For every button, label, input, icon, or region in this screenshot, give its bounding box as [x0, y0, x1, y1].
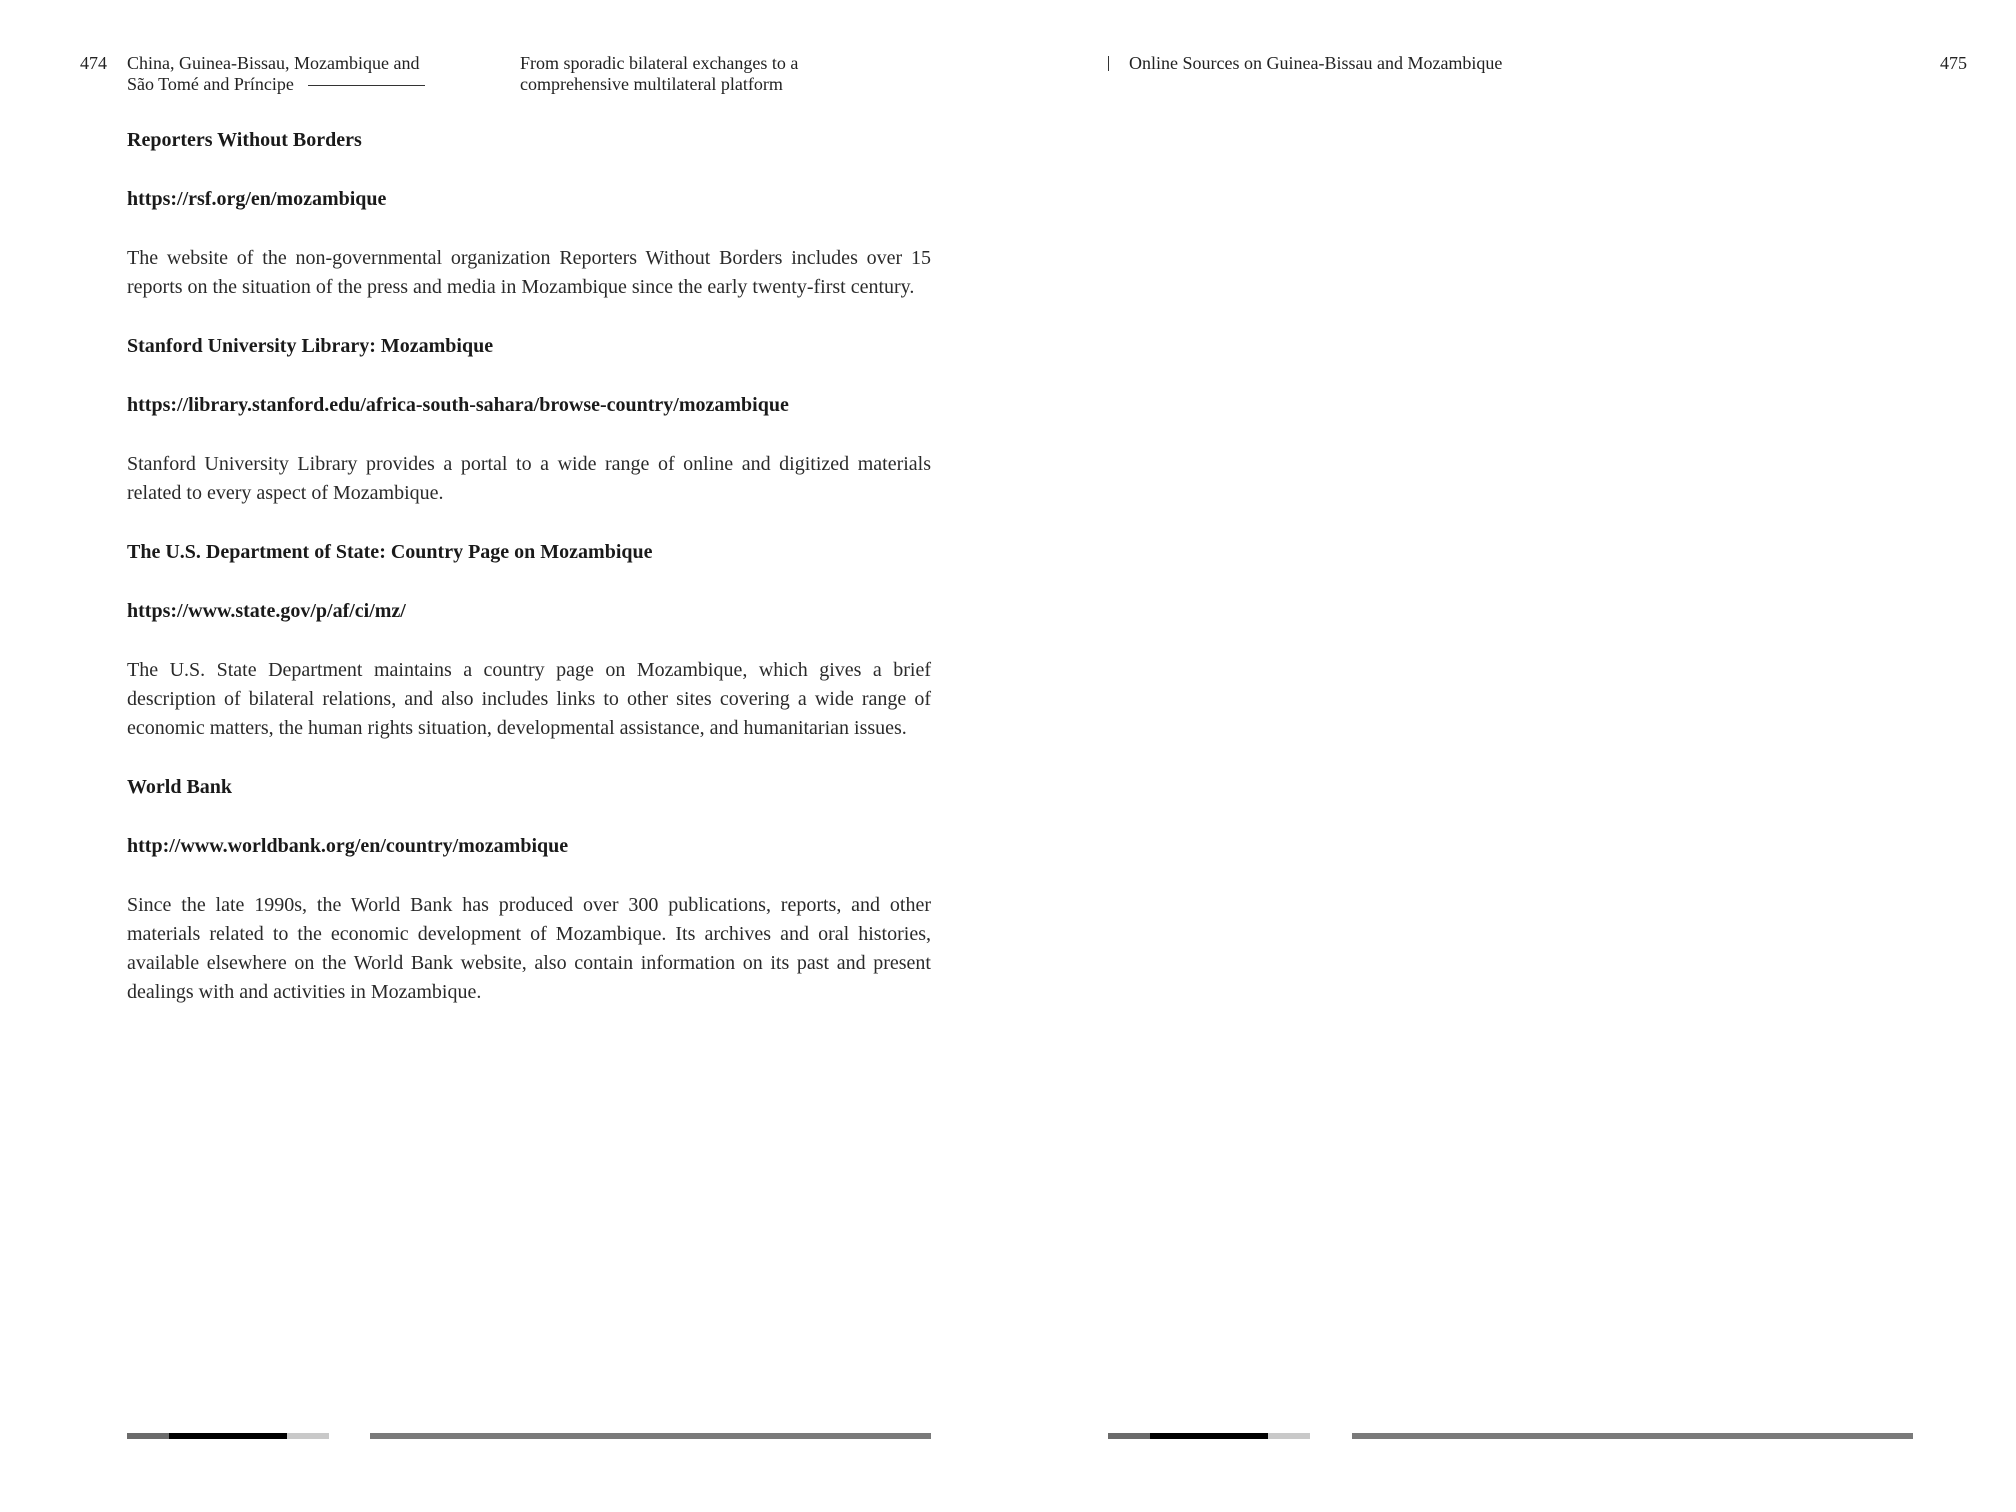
entry-description: Stanford University Library provides a portal to a wide range of online and digitized materials related to every aspect of Mozambique.: [127, 453, 931, 504]
entry-title: Reporters Without Borders: [127, 129, 362, 151]
footer-bar-left-long: [370, 1433, 931, 1439]
header-divider: [1108, 56, 1109, 71]
entry-url[interactable]: https://rsf.org/en/mozambique: [127, 188, 387, 210]
source-entry-rsf: [127, 126, 931, 302]
footer-bar-left-segment-2: [169, 1433, 287, 1439]
entry-title: The U.S. Department of State: Country Page on Mozambique: [127, 541, 653, 563]
left-chapter-title-line1: From sporadic bilateral exchanges to a: [520, 53, 799, 73]
entry-description: The U.S. State Department maintains a country page on Mozambique, which gives a brief description of bilateral relations, and also includes links to other sites covering a wide range of economic matters, the human rights situation, developmental assistance, and humanitarian issues.: [127, 659, 931, 739]
footer-bar-right-segment-1: [1108, 1433, 1150, 1439]
right-chapter-title: Online Sources on Guinea-Bissau and Mozambique: [1129, 53, 1503, 73]
footer-bar-right-long: [1352, 1433, 1913, 1439]
footer-bar-left-segment-3: [287, 1433, 329, 1439]
left-page-number: 474: [80, 53, 107, 73]
left-book-title-line1: China, Guinea-Bissau, Mozambique and: [127, 53, 420, 73]
left-chapter-title: [520, 53, 860, 95]
footer-bar-right-segment-2: [1150, 1433, 1268, 1439]
left-book-title-line2: São Tomé and Príncipe: [127, 74, 294, 94]
entry-description: Since the late 1990s, the World Bank has produced over 300 publications, reports, and other materials related to the economic development of Mozambique. Its archives and oral histories, available elsewhere on the World Bank website, also contain information on its past and present dealings with and activities in Mozambique.: [127, 894, 931, 1003]
left-chapter-title-line2: comprehensive multilateral platform: [520, 74, 783, 94]
header-rule: [308, 85, 425, 86]
entry-title: Stanford University Library: Mozambique: [127, 335, 494, 357]
entry-url[interactable]: http://www.worldbank.org/en/country/mozambique: [127, 835, 569, 857]
left-book-title: [127, 53, 457, 95]
entry-title: World Bank: [127, 776, 233, 798]
entry-description: The website of the non-governmental organization Reporters Without Borders includes over 15 reports on the situation of the press and media in Mozambique since the early twenty-first century.: [127, 247, 931, 298]
footer-bar-left-segment-1: [127, 1433, 169, 1439]
source-list: [127, 126, 931, 1037]
source-entry-stanford: [127, 332, 931, 508]
source-entry-world-bank: [127, 773, 931, 1007]
entry-url[interactable]: https://library.stanford.edu/africa-south-sahara/browse-country/mozambique: [127, 394, 789, 416]
right-page-number: 475: [1940, 53, 1967, 73]
footer-bar-right-segment-3: [1268, 1433, 1310, 1439]
source-entry-state-dept: [127, 538, 931, 743]
entry-url[interactable]: https://www.state.gov/p/af/ci/mz/: [127, 600, 406, 622]
